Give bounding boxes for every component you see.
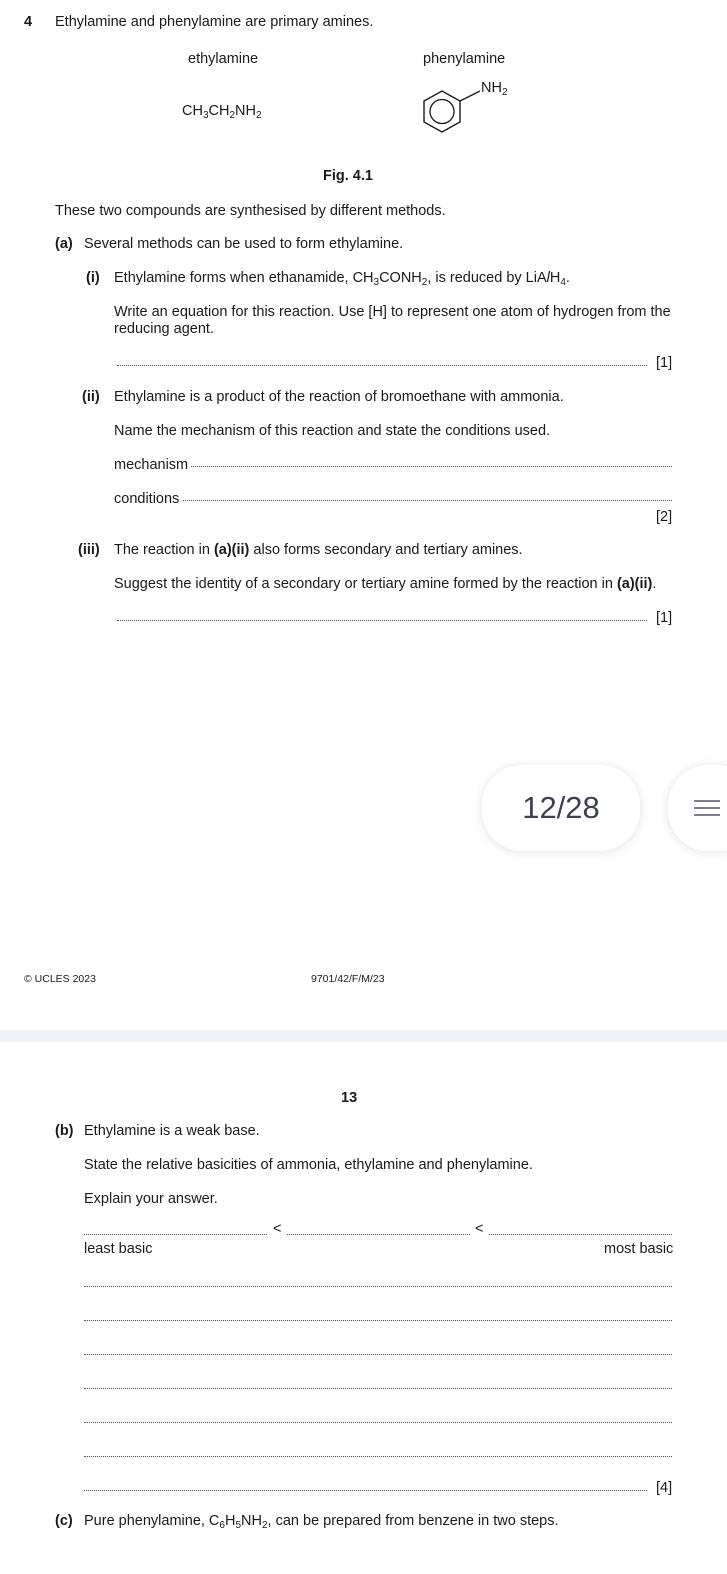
less-than-2: < — [475, 1221, 484, 1237]
footer-copyright: © UCLES 2023 — [24, 973, 96, 985]
explanation-line[interactable] — [84, 1286, 672, 1287]
least-basic-label: least basic — [84, 1241, 153, 1257]
mark-iii: [1] — [656, 610, 673, 626]
part-ii-instruction: Name the mechanism of this reaction and state the conditions used. — [114, 423, 551, 439]
part-i-label: (i) — [86, 270, 100, 286]
explanation-line[interactable] — [84, 1388, 672, 1389]
part-a-label: (a) — [55, 236, 73, 252]
question-intro: Ethylamine and phenylamine are primary amines. — [55, 14, 374, 30]
conditions-label: conditions — [114, 491, 180, 507]
mark-b: [4] — [656, 1480, 673, 1496]
explanation-line[interactable] — [84, 1456, 672, 1457]
part-i-instruction-line1: Write an equation for this reaction. Use [H] to represent one atom of hydrogen from the — [114, 304, 671, 320]
part-b-explain: Explain your answer. — [84, 1191, 218, 1207]
hamburger-menu-icon[interactable] — [668, 765, 727, 851]
ethylamine-label: ethylamine — [188, 51, 259, 67]
part-b-instruction: State the relative basicities of ammonia, ethylamine and phenylamine. — [84, 1157, 533, 1173]
part-iii-instruction: Suggest the identity of a secondary or tertiary amine formed by the reaction in (a)(ii). — [114, 576, 657, 592]
explanation-line[interactable] — [84, 1490, 647, 1491]
basicity-line-3[interactable] — [489, 1234, 672, 1235]
part-ii-text: Ethylamine is a product of the reaction of bromoethane with ammonia. — [114, 389, 564, 405]
page-number: 13 — [341, 1090, 358, 1106]
basicity-line-2[interactable] — [287, 1234, 470, 1235]
part-iii-label: (iii) — [78, 542, 100, 558]
footer-paper-code: 9701/42/F/M/23 — [311, 973, 385, 985]
explanation-line[interactable] — [84, 1320, 672, 1321]
less-than-1: < — [273, 1221, 282, 1237]
answer-line-i[interactable] — [117, 365, 647, 366]
part-a-text: Several methods can be used to form ethylamine. — [84, 236, 404, 252]
most-basic-label: most basic — [604, 1241, 674, 1257]
explanation-line[interactable] — [84, 1422, 672, 1423]
part-b-text: Ethylamine is a weak base. — [84, 1123, 260, 1139]
basicity-line-1[interactable] — [84, 1234, 267, 1235]
phenylamine-label: phenylamine — [423, 51, 506, 67]
synthesis-text: These two compounds are synthesised by different methods. — [55, 203, 446, 219]
part-c-text: Pure phenylamine, $C_6H_5NH_2$, can be prepared from benzene in two steps. — [84, 1513, 559, 1531]
conditions-answer-line[interactable] — [183, 500, 672, 501]
answer-line-iii[interactable] — [117, 620, 647, 621]
part-iii-text: The reaction in (a)(ii) also forms secondary and tertiary amines. — [114, 542, 523, 558]
mark-i: [1] — [656, 355, 673, 371]
page-separator — [0, 1030, 727, 1042]
question-number: 4 — [24, 14, 33, 30]
part-c-label: (c) — [55, 1513, 73, 1529]
mechanism-answer-line[interactable] — [191, 466, 672, 467]
explanation-line[interactable] — [84, 1354, 672, 1355]
part-i-text: Ethylamine forms when ethanamide, $CH_3CONH_2$, is reduced by LiAlH$_4$. — [114, 270, 570, 288]
mechanism-label: mechanism — [114, 457, 189, 473]
part-b-label: (b) — [55, 1123, 74, 1139]
page-counter[interactable]: 12/28 — [482, 765, 640, 851]
mark-ii: [2] — [656, 509, 673, 525]
part-ii-label: (ii) — [82, 389, 100, 405]
nh2-group-label: $NH_2$ — [481, 80, 508, 98]
figure-caption: Fig. 4.1 — [323, 168, 373, 184]
ethylamine-formula: $CH_3CH_2NH_2$ — [182, 103, 262, 121]
part-i-instruction-line2: reducing agent. — [114, 321, 214, 337]
